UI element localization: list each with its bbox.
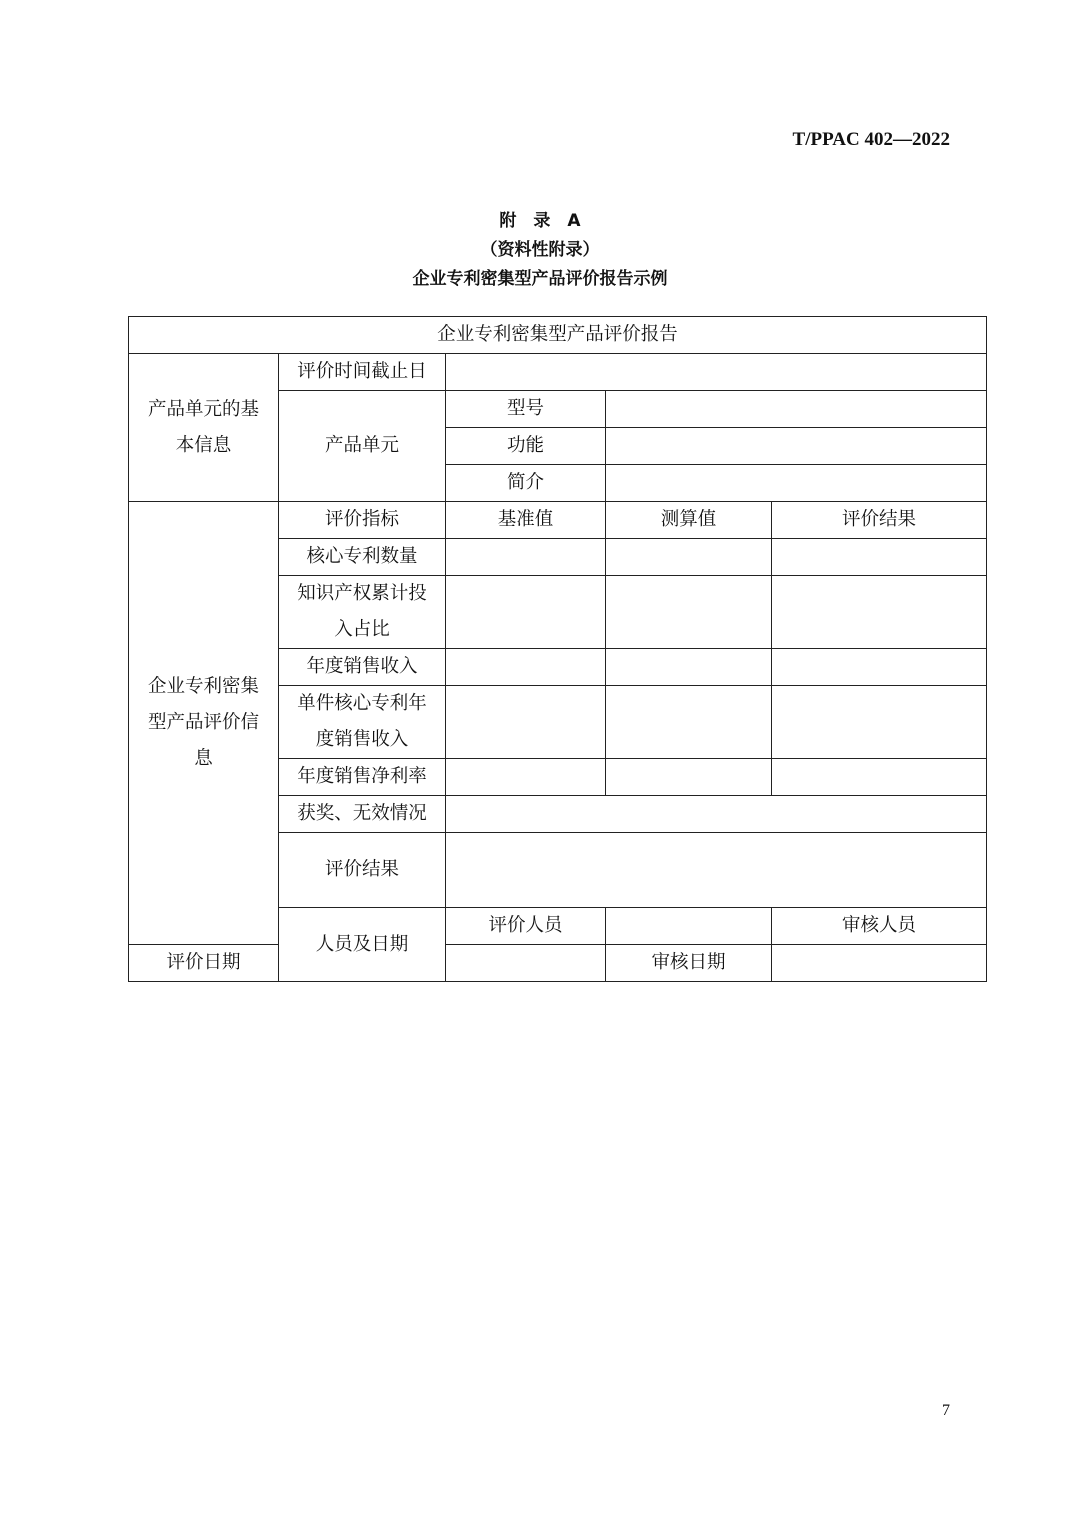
col-header-index: 评价指标: [279, 502, 446, 539]
appendix-nature: （资料性附录）: [480, 240, 600, 260]
net-profit-margin-baseline[interactable]: [446, 759, 606, 796]
ip-investment-ratio-result[interactable]: [772, 576, 987, 649]
net-profit-margin-result[interactable]: [772, 759, 987, 796]
basic-info-section-label: 产品单元的基本信息: [129, 354, 279, 502]
evaluator-label: 评价人员: [446, 908, 606, 945]
annual-revenue-measured[interactable]: [606, 649, 772, 686]
cutoff-date-value[interactable]: [446, 354, 987, 391]
core-patent-count-baseline[interactable]: [446, 539, 606, 576]
col-header-result: 评价结果: [772, 502, 987, 539]
awards-invalidation-value[interactable]: [446, 796, 987, 833]
core-patent-count-label: 核心专利数量: [279, 539, 446, 576]
core-patent-count-measured[interactable]: [606, 539, 772, 576]
evaluator-value[interactable]: [606, 908, 772, 945]
review-date-value[interactable]: [772, 945, 987, 982]
function-label: 功能: [446, 428, 606, 465]
product-unit-label: 产品单元: [279, 391, 446, 502]
standard-code: T/PPAC 402—2022: [792, 129, 950, 150]
eval-date-label: 评价日期: [129, 945, 279, 982]
reviewer-label: 审核人员: [772, 908, 987, 945]
appendix-caption: 企业专利密集型产品评价报告示例: [412, 269, 668, 289]
eval-info-section-label: 企业专利密集型产品评价信息: [129, 502, 279, 945]
evaluation-report-table: [128, 316, 987, 982]
col-header-baseline: 基准值: [446, 502, 606, 539]
awards-invalidation-label: 获奖、无效情况: [279, 796, 446, 833]
net-profit-margin-label: 年度销售净利率: [279, 759, 446, 796]
review-date-label: 审核日期: [606, 945, 772, 982]
page-number: 7: [942, 1402, 950, 1419]
intro-label: 简介: [446, 465, 606, 502]
per-patent-revenue-measured[interactable]: [606, 686, 772, 759]
overall-result-label: 评价结果: [279, 833, 446, 908]
table-title: 企业专利密集型产品评价报告: [129, 317, 987, 354]
ip-investment-ratio-baseline[interactable]: [446, 576, 606, 649]
ip-investment-ratio-label: 知识产权累计投入占比: [279, 576, 446, 649]
cutoff-date-label: 评价时间截止日: [279, 354, 446, 391]
model-label: 型号: [446, 391, 606, 428]
annual-revenue-result[interactable]: [772, 649, 987, 686]
eval-date-value[interactable]: [446, 945, 606, 982]
core-patent-count-result[interactable]: [772, 539, 987, 576]
per-patent-revenue-result[interactable]: [772, 686, 987, 759]
people-date-section-label: 人员及日期: [279, 908, 446, 982]
intro-value[interactable]: [606, 465, 987, 502]
per-patent-revenue-baseline[interactable]: [446, 686, 606, 759]
overall-result-value[interactable]: [446, 833, 987, 908]
net-profit-margin-measured[interactable]: [606, 759, 772, 796]
appendix-title: 附 录 A: [499, 211, 581, 231]
per-patent-revenue-label: 单件核心专利年度销售收入: [279, 686, 446, 759]
col-header-measured: 测算值: [606, 502, 772, 539]
ip-investment-ratio-measured[interactable]: [606, 576, 772, 649]
annual-revenue-baseline[interactable]: [446, 649, 606, 686]
function-value[interactable]: [606, 428, 987, 465]
model-value[interactable]: [606, 391, 987, 428]
annual-revenue-label: 年度销售收入: [279, 649, 446, 686]
